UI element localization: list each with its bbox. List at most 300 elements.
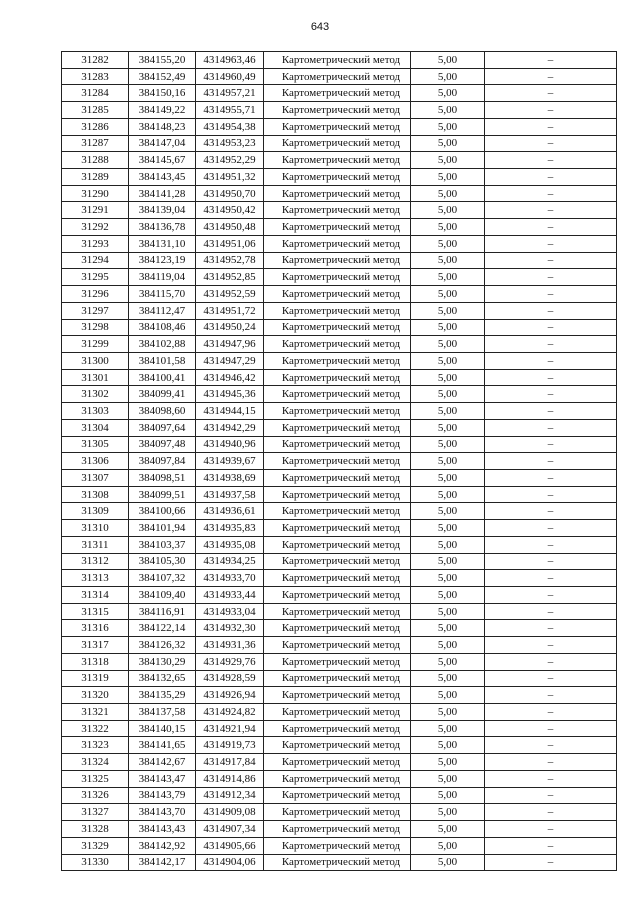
table-row [62,787,617,804]
accuracy-cell: 5,00 [411,269,485,286]
table-row [62,85,617,102]
note-cell: – [485,68,617,85]
accuracy-cell: 5,00 [411,235,485,252]
method-cell: Картометрический метод [264,821,411,838]
x-coordinate-cell: 384119,04 [129,269,196,286]
x-coordinate-cell: 384142,92 [129,837,196,854]
method-cell: Картометрический метод [264,737,411,754]
note-cell: – [485,269,617,286]
point-number-cell: 31292 [62,219,129,236]
table-row [62,704,617,721]
point-number-cell: 31301 [62,369,129,386]
method-cell: Картометрический метод [264,169,411,186]
method-cell: Картометрический метод [264,202,411,219]
y-coordinate-cell: 4314950,42 [196,202,264,219]
method-cell: Картометрический метод [264,286,411,303]
table-row [62,837,617,854]
y-coordinate-cell: 4314952,59 [196,286,264,303]
point-number-cell: 31322 [62,720,129,737]
y-coordinate-cell: 4314926,94 [196,687,264,704]
method-cell: Картометрический метод [264,219,411,236]
accuracy-cell: 5,00 [411,670,485,687]
table-row [62,821,617,838]
accuracy-cell: 5,00 [411,419,485,436]
x-coordinate-cell: 384098,51 [129,469,196,486]
method-cell: Картометрический метод [264,553,411,570]
accuracy-cell: 5,00 [411,704,485,721]
x-coordinate-cell: 384143,43 [129,821,196,838]
point-number-cell: 31297 [62,302,129,319]
note-cell: – [485,520,617,537]
method-cell: Картометрический метод [264,419,411,436]
y-coordinate-cell: 4314929,76 [196,653,264,670]
y-coordinate-cell: 4314947,96 [196,336,264,353]
method-cell: Картометрический метод [264,302,411,319]
x-coordinate-cell: 384112,47 [129,302,196,319]
table-row [62,854,617,871]
accuracy-cell: 5,00 [411,453,485,470]
table-row [62,185,617,202]
y-coordinate-cell: 4314931,36 [196,637,264,654]
table-row [62,469,617,486]
method-cell: Картометрический метод [264,704,411,721]
note-cell: – [485,453,617,470]
table-row [62,235,617,252]
note-cell: – [485,486,617,503]
method-cell: Картометрический метод [264,570,411,587]
y-coordinate-cell: 4314909,08 [196,804,264,821]
note-cell: – [485,754,617,771]
x-coordinate-cell: 384099,51 [129,486,196,503]
note-cell: – [485,202,617,219]
note-cell: – [485,219,617,236]
x-coordinate-cell: 384155,20 [129,52,196,69]
point-number-cell: 31304 [62,419,129,436]
accuracy-cell: 5,00 [411,352,485,369]
table-row [62,403,617,420]
x-coordinate-cell: 384141,65 [129,737,196,754]
y-coordinate-cell: 4314950,24 [196,319,264,336]
note-cell: – [485,720,617,737]
method-cell: Картометрический метод [264,687,411,704]
y-coordinate-cell: 4314951,32 [196,169,264,186]
point-number-cell: 31308 [62,486,129,503]
y-coordinate-cell: 4314952,78 [196,252,264,269]
table-row [62,169,617,186]
note-cell: – [485,52,617,69]
y-coordinate-cell: 4314917,84 [196,754,264,771]
table-row [62,436,617,453]
x-coordinate-cell: 384150,16 [129,85,196,102]
accuracy-cell: 5,00 [411,85,485,102]
y-coordinate-cell: 4314936,61 [196,503,264,520]
method-cell: Картометрический метод [264,603,411,620]
note-cell: – [485,787,617,804]
point-number-cell: 31324 [62,754,129,771]
note-cell: – [485,637,617,654]
accuracy-cell: 5,00 [411,52,485,69]
y-coordinate-cell: 4314951,72 [196,302,264,319]
note-cell: – [485,469,617,486]
table-row [62,620,617,637]
x-coordinate-cell: 384100,41 [129,369,196,386]
table-row [62,720,617,737]
point-number-cell: 31302 [62,386,129,403]
x-coordinate-cell: 384132,65 [129,670,196,687]
point-number-cell: 31299 [62,336,129,353]
point-number-cell: 31291 [62,202,129,219]
note-cell: – [485,336,617,353]
point-number-cell: 31327 [62,804,129,821]
accuracy-cell: 5,00 [411,68,485,85]
table-row [62,804,617,821]
note-cell: – [485,252,617,269]
note-cell: – [485,553,617,570]
note-cell: – [485,704,617,721]
point-number-cell: 31315 [62,603,129,620]
table-row [62,453,617,470]
method-cell: Картометрический метод [264,336,411,353]
y-coordinate-cell: 4314938,69 [196,469,264,486]
table-row [62,369,617,386]
note-cell: – [485,536,617,553]
note-cell: – [485,770,617,787]
coordinates-table-body [62,52,617,871]
method-cell: Картометрический метод [264,52,411,69]
accuracy-cell: 5,00 [411,286,485,303]
note-cell: – [485,419,617,436]
table-row [62,319,617,336]
y-coordinate-cell: 4314905,66 [196,837,264,854]
table-row [62,118,617,135]
accuracy-cell: 5,00 [411,754,485,771]
accuracy-cell: 5,00 [411,185,485,202]
accuracy-cell: 5,00 [411,804,485,821]
method-cell: Картометрический метод [264,185,411,202]
method-cell: Картометрический метод [264,587,411,604]
x-coordinate-cell: 384102,88 [129,336,196,353]
x-coordinate-cell: 384107,32 [129,570,196,587]
table-row [62,754,617,771]
x-coordinate-cell: 384103,37 [129,536,196,553]
note-cell: – [485,118,617,135]
note-cell: – [485,587,617,604]
x-coordinate-cell: 384123,19 [129,252,196,269]
table-row [62,152,617,169]
table-row [62,670,617,687]
method-cell: Картометрический метод [264,252,411,269]
table-row [62,587,617,604]
point-number-cell: 31318 [62,653,129,670]
accuracy-cell: 5,00 [411,202,485,219]
method-cell: Картометрический метод [264,720,411,737]
point-number-cell: 31287 [62,135,129,152]
note-cell: – [485,169,617,186]
table-row [62,419,617,436]
point-number-cell: 31286 [62,118,129,135]
method-cell: Картометрический метод [264,787,411,804]
y-coordinate-cell: 4314952,29 [196,152,264,169]
x-coordinate-cell: 384126,32 [129,637,196,654]
accuracy-cell: 5,00 [411,637,485,654]
y-coordinate-cell: 4314939,67 [196,453,264,470]
y-coordinate-cell: 4314907,34 [196,821,264,838]
y-coordinate-cell: 4314935,83 [196,520,264,537]
x-coordinate-cell: 384115,70 [129,286,196,303]
point-number-cell: 31303 [62,403,129,420]
x-coordinate-cell: 384105,30 [129,553,196,570]
accuracy-cell: 5,00 [411,436,485,453]
y-coordinate-cell: 4314921,94 [196,720,264,737]
accuracy-cell: 5,00 [411,102,485,119]
method-cell: Картометрический метод [264,118,411,135]
y-coordinate-cell: 4314963,46 [196,52,264,69]
point-number-cell: 31309 [62,503,129,520]
accuracy-cell: 5,00 [411,553,485,570]
x-coordinate-cell: 384108,46 [129,319,196,336]
method-cell: Картометрический метод [264,102,411,119]
note-cell: – [485,854,617,871]
note-cell: – [485,386,617,403]
point-number-cell: 31283 [62,68,129,85]
table-row [62,503,617,520]
note-cell: – [485,235,617,252]
accuracy-cell: 5,00 [411,720,485,737]
x-coordinate-cell: 384152,49 [129,68,196,85]
table-row [62,52,617,69]
point-number-cell: 31298 [62,319,129,336]
method-cell: Картометрический метод [264,637,411,654]
table-row [62,637,617,654]
y-coordinate-cell: 4314953,23 [196,135,264,152]
note-cell: – [485,653,617,670]
point-number-cell: 31310 [62,520,129,537]
table-row [62,352,617,369]
method-cell: Картометрический метод [264,352,411,369]
point-number-cell: 31284 [62,85,129,102]
y-coordinate-cell: 4314942,29 [196,419,264,436]
y-coordinate-cell: 4314919,73 [196,737,264,754]
method-cell: Картометрический метод [264,754,411,771]
point-number-cell: 31317 [62,637,129,654]
point-number-cell: 31326 [62,787,129,804]
point-number-cell: 31290 [62,185,129,202]
accuracy-cell: 5,00 [411,403,485,420]
method-cell: Картометрический метод [264,85,411,102]
coordinates-table [61,51,617,871]
note-cell: – [485,570,617,587]
y-coordinate-cell: 4314960,49 [196,68,264,85]
y-coordinate-cell: 4314946,42 [196,369,264,386]
method-cell: Картометрический метод [264,436,411,453]
note-cell: – [485,821,617,838]
method-cell: Картометрический метод [264,854,411,871]
y-coordinate-cell: 4314952,85 [196,269,264,286]
point-number-cell: 31330 [62,854,129,871]
note-cell: – [485,185,617,202]
table-row [62,553,617,570]
note-cell: – [485,85,617,102]
accuracy-cell: 5,00 [411,336,485,353]
point-number-cell: 31293 [62,235,129,252]
point-number-cell: 31321 [62,704,129,721]
accuracy-cell: 5,00 [411,536,485,553]
x-coordinate-cell: 384149,22 [129,102,196,119]
table-row [62,386,617,403]
table-row [62,269,617,286]
y-coordinate-cell: 4314951,06 [196,235,264,252]
accuracy-cell: 5,00 [411,302,485,319]
accuracy-cell: 5,00 [411,821,485,838]
accuracy-cell: 5,00 [411,135,485,152]
accuracy-cell: 5,00 [411,219,485,236]
y-coordinate-cell: 4314933,70 [196,570,264,587]
x-coordinate-cell: 384135,29 [129,687,196,704]
x-coordinate-cell: 384140,15 [129,720,196,737]
table-row [62,687,617,704]
method-cell: Картометрический метод [264,770,411,787]
accuracy-cell: 5,00 [411,503,485,520]
y-coordinate-cell: 4314934,25 [196,553,264,570]
method-cell: Картометрический метод [264,670,411,687]
method-cell: Картометрический метод [264,486,411,503]
note-cell: – [485,369,617,386]
point-number-cell: 31307 [62,469,129,486]
point-number-cell: 31316 [62,620,129,637]
y-coordinate-cell: 4314955,71 [196,102,264,119]
method-cell: Картометрический метод [264,135,411,152]
point-number-cell: 31305 [62,436,129,453]
method-cell: Картометрический метод [264,319,411,336]
table-row [62,770,617,787]
point-number-cell: 31311 [62,536,129,553]
table-row [62,520,617,537]
table-row [62,486,617,503]
x-coordinate-cell: 384139,04 [129,202,196,219]
point-number-cell: 31294 [62,252,129,269]
note-cell: – [485,102,617,119]
point-number-cell: 31325 [62,770,129,787]
y-coordinate-cell: 4314914,86 [196,770,264,787]
accuracy-cell: 5,00 [411,118,485,135]
accuracy-cell: 5,00 [411,152,485,169]
x-coordinate-cell: 384101,58 [129,352,196,369]
x-coordinate-cell: 384101,94 [129,520,196,537]
method-cell: Картометрический метод [264,503,411,520]
table-row [62,336,617,353]
method-cell: Картометрический метод [264,837,411,854]
note-cell: – [485,837,617,854]
x-coordinate-cell: 384099,41 [129,386,196,403]
point-number-cell: 31329 [62,837,129,854]
y-coordinate-cell: 4314912,34 [196,787,264,804]
y-coordinate-cell: 4314940,96 [196,436,264,453]
accuracy-cell: 5,00 [411,687,485,704]
y-coordinate-cell: 4314933,04 [196,603,264,620]
point-number-cell: 31295 [62,269,129,286]
table-row [62,302,617,319]
accuracy-cell: 5,00 [411,787,485,804]
method-cell: Картометрический метод [264,235,411,252]
table-row [62,536,617,553]
accuracy-cell: 5,00 [411,486,485,503]
x-coordinate-cell: 384137,58 [129,704,196,721]
x-coordinate-cell: 384097,48 [129,436,196,453]
y-coordinate-cell: 4314950,70 [196,185,264,202]
x-coordinate-cell: 384143,47 [129,770,196,787]
point-number-cell: 31313 [62,570,129,587]
point-number-cell: 31319 [62,670,129,687]
accuracy-cell: 5,00 [411,837,485,854]
method-cell: Картометрический метод [264,68,411,85]
x-coordinate-cell: 384122,14 [129,620,196,637]
x-coordinate-cell: 384142,17 [129,854,196,871]
y-coordinate-cell: 4314947,29 [196,352,264,369]
point-number-cell: 31300 [62,352,129,369]
y-coordinate-cell: 4314933,44 [196,587,264,604]
note-cell: – [485,503,617,520]
method-cell: Картометрический метод [264,152,411,169]
x-coordinate-cell: 384143,70 [129,804,196,821]
point-number-cell: 31306 [62,453,129,470]
x-coordinate-cell: 384142,67 [129,754,196,771]
y-coordinate-cell: 4314935,08 [196,536,264,553]
accuracy-cell: 5,00 [411,369,485,386]
note-cell: – [485,804,617,821]
table-row [62,653,617,670]
point-number-cell: 31288 [62,152,129,169]
y-coordinate-cell: 4314937,58 [196,486,264,503]
accuracy-cell: 5,00 [411,570,485,587]
y-coordinate-cell: 4314954,38 [196,118,264,135]
method-cell: Картометрический метод [264,620,411,637]
x-coordinate-cell: 384143,79 [129,787,196,804]
method-cell: Картометрический метод [264,520,411,537]
x-coordinate-cell: 384097,64 [129,419,196,436]
method-cell: Картометрический метод [264,804,411,821]
accuracy-cell: 5,00 [411,386,485,403]
x-coordinate-cell: 384130,29 [129,653,196,670]
y-coordinate-cell: 4314944,15 [196,403,264,420]
x-coordinate-cell: 384109,40 [129,587,196,604]
note-cell: – [485,603,617,620]
y-coordinate-cell: 4314932,30 [196,620,264,637]
note-cell: – [485,670,617,687]
table-row [62,252,617,269]
accuracy-cell: 5,00 [411,587,485,604]
accuracy-cell: 5,00 [411,770,485,787]
point-number-cell: 31282 [62,52,129,69]
table-row [62,219,617,236]
x-coordinate-cell: 384116,91 [129,603,196,620]
table-row [62,570,617,587]
note-cell: – [485,152,617,169]
point-number-cell: 31285 [62,102,129,119]
point-number-cell: 31320 [62,687,129,704]
accuracy-cell: 5,00 [411,737,485,754]
x-coordinate-cell: 384143,45 [129,169,196,186]
accuracy-cell: 5,00 [411,603,485,620]
note-cell: – [485,286,617,303]
table-row [62,68,617,85]
x-coordinate-cell: 384141,28 [129,185,196,202]
page-number: 643 [310,21,330,33]
point-number-cell: 31296 [62,286,129,303]
method-cell: Картометрический метод [264,453,411,470]
note-cell: – [485,687,617,704]
point-number-cell: 31314 [62,587,129,604]
note-cell: – [485,319,617,336]
